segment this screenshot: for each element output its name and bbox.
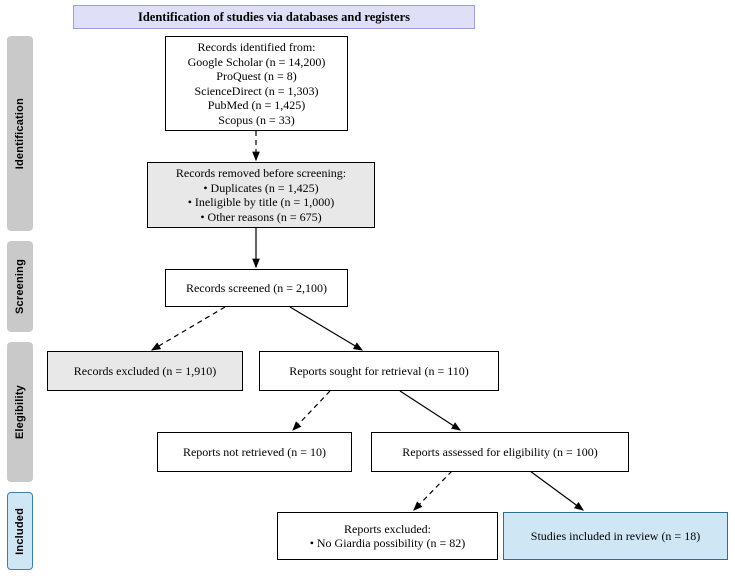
box-reports-not-retrieved: Reports not retrieved (n = 10)	[157, 432, 352, 472]
box-records-removed: Records removed before screening: • Duplicates (n = 1,425) • Ineligible by title (n = 1,000) • Other reasons (n = 675)	[147, 162, 375, 228]
box-reports-excluded: Reports excluded: • No Giardia possibility (n = 82)	[277, 512, 498, 560]
box-studies-included: Studies included in review (n = 18)	[503, 512, 728, 560]
box-records-excluded: Records excluded (n = 1,910)	[47, 351, 243, 391]
stage-label-identification: Identification	[7, 36, 33, 231]
stage-label-screening: Screening	[7, 241, 33, 332]
box-records-screened: Records screened (n = 2,100)	[165, 269, 348, 307]
box-reports-sought: Reports sought for retrieval (n = 110)	[259, 351, 499, 391]
diagram-title: Identification of studies via databases and registers	[73, 5, 475, 29]
stage-label-elegibility: Elegibility	[7, 342, 33, 482]
stage-label-included: Included	[7, 492, 33, 570]
box-reports-assessed: Reports assessed for eligibility (n = 100)	[371, 432, 629, 472]
box-records-identified: Records identified from: Google Scholar (n = 14,200) ProQuest (n = 8) ScienceDirect (n = 1,303) PubMed (n = 1,425) Scopus (n = 33)	[165, 36, 348, 131]
